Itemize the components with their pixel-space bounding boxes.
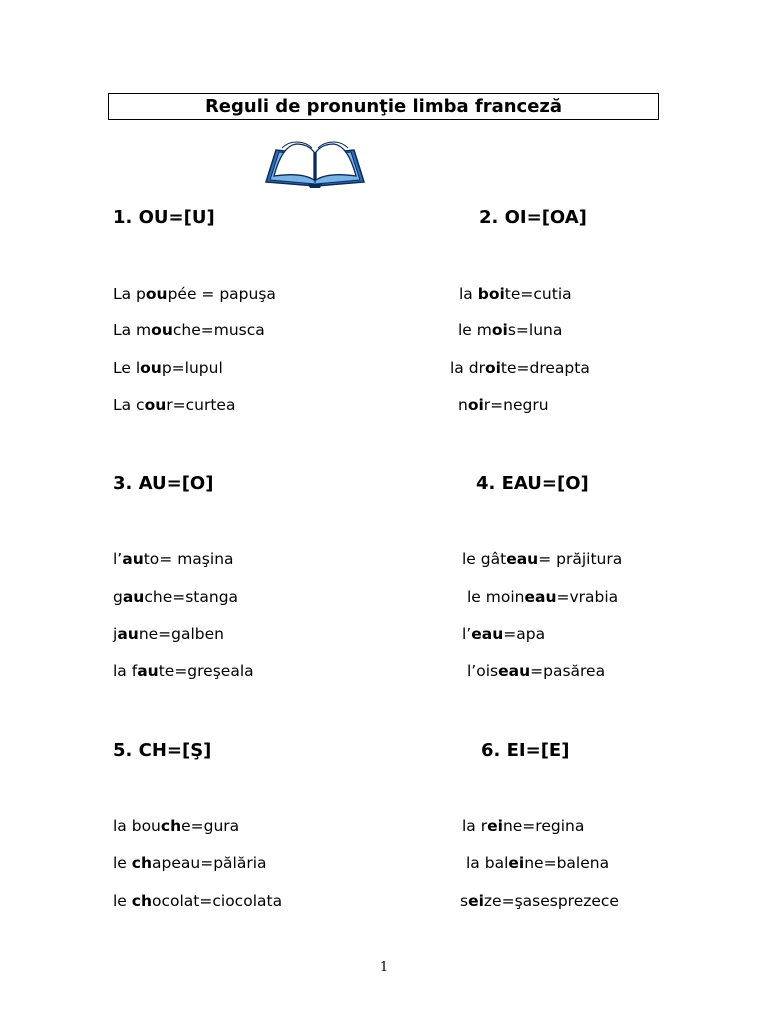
page-number: 1 [379, 960, 389, 975]
entry-mouche: La mouche=musca [113, 321, 265, 339]
entry-gateau: le gâteau= prăjitura [462, 550, 623, 568]
title-box [108, 93, 659, 120]
section-heading-ch: 5. CH=[Ş] [113, 740, 212, 761]
entry-faute: la faute=greşeala [113, 662, 254, 680]
section-heading-au: 3. AU=[O] [113, 473, 214, 494]
entry-seize: seize=şasesprezece [460, 892, 619, 910]
entry-oiseau: l’oiseau=pasărea [467, 662, 606, 680]
entry-boite: la boite=cutia [459, 285, 572, 303]
entry-poupee: La poupée = papuşa [113, 285, 276, 303]
entry-cour: La cour=curtea [113, 396, 236, 414]
entry-gauche: gauche=stanga [113, 588, 239, 606]
entry-droite: la droite=dreapta [450, 359, 590, 377]
open-book-icon [262, 138, 368, 190]
section-heading-eau: 4. EAU=[O] [476, 473, 589, 494]
entry-auto: l’auto= maşina [113, 550, 234, 568]
page-title: Reguli de pronunţie limba franceză [204, 96, 563, 117]
entry-mois: le mois=luna [458, 321, 563, 339]
section-heading-ou: 1. OU=[U] [113, 207, 215, 228]
entry-jaune: jaune=galben [113, 625, 225, 643]
entry-loup: Le loup=lupul [113, 359, 223, 377]
entry-bouche: la bouche=gura [113, 817, 240, 835]
entry-chapeau: le chapeau=pălăria [113, 854, 267, 872]
section-heading-ei: 6. EI=[E] [481, 740, 570, 761]
entry-eau: l’eau=apa [462, 625, 546, 643]
entry-moineau: le moineau=vrabia [467, 588, 619, 606]
entry-reine: la reine=regina [462, 817, 585, 835]
section-heading-oi: 2. OI=[OA] [479, 207, 587, 228]
entry-baleine: la baleine=balena [466, 854, 610, 872]
entry-noir: noir=negru [458, 396, 549, 414]
entry-chocolat: le chocolat=ciocolata [113, 892, 283, 910]
